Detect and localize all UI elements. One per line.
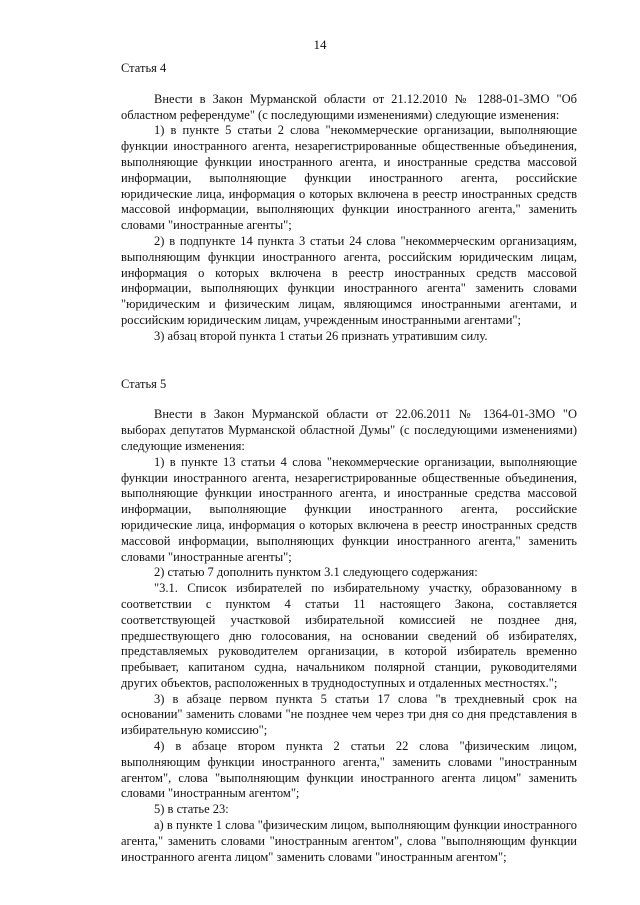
paragraph: Внести в Закон Мурманской области от 21.12.2010 № 1288-01-ЗМО "Об областном референдуме" (с последующими изменениями) следующие изменения: — [121, 91, 577, 122]
article-title: Статья 5 — [121, 376, 167, 391]
paragraph: 2) статью 7 дополнить пунктом 3.1 следующего содержания: — [154, 565, 478, 580]
paragraph: 1) в пункте 13 статьи 4 слова "некоммерческие организации, выполняющие функции иностранного агента, незарегистрированные общественные объединения, выполняющие функции иностранного агента, и иностранные средства массовой информации, выполняющие функции иностранного агента, российские юридические лица, информация о которых включена в реестр иностранных средств массовой информации, выполняющих функции иностранного агента," заменить словами "иностранные агенты"; — [121, 454, 577, 564]
article-5 — [121, 377, 577, 866]
paragraph: "3.1. Список избирателей по избирательному участку, образованному в соответствии с пунктом 4 статьи 11 настоящего Закона, составляется соответствующей участковой избирательной комиссией не позднее дня, предшествующего дню голосования, на основании сведений об избирателях, представляемых руководителем организации, в которой избиратель временно пребывает, капитаном судна, начальником полярной станции, руководителями других объектов, расположенных в труднодоступных и отдаленных местностях."; — [121, 581, 577, 690]
paragraph: Внести в Закон Мурманской области от 22.06.2011 № 1364-01-ЗМО "О выборах депутатов Мурманской областной Думы" (с последующими изменениями) следующие изменения: — [121, 407, 577, 453]
document-body — [121, 61, 577, 865]
paragraph: а) в пункте 1 слова "физическим лицом, выполняющим функции иностранного агента," заменить словами "иностранным агентом", слова "выполняющим функции иностранного агента лицом" заменить словами "иностранным агентом"; — [121, 818, 577, 864]
paragraph: 3) в абзаце первом пункта 5 статьи 17 слова "в трехдневный срок на основании" заменить словами "не позднее чем через три дня со дня представления в избирательную комиссию"; — [121, 691, 577, 738]
paragraph: 1) в пункте 5 статьи 2 слова "некоммерческие организации, выполняющие функции иностранного агента, незарегистрированные общественные объединения, выполняющие функции иностранного агента, и иностранные средства массовой информации, выполняющие функции иностранного агента, российские юридические лица, информация о которых включена в реестр иностранных средств массовой информации, выполняющих функции иностранного агента," заменить словами "иностранные агенты"; — [121, 123, 577, 233]
paragraph: 5) в статье 23: — [154, 802, 229, 817]
paragraph: 2) в подпункте 14 пункта 3 статьи 24 слова "некоммерческим организациям, выполняющим функции иностранного агента, российским юридическим лицам, информация о которых включена в реестр иностранных средств массовой информации, выполняющих функции иностранного агента" заменить словами "юридическим и физическим лицам, являющимся иностранными агентами, и российским юридическим лицам, учрежденным иностранными агентами"; — [121, 233, 577, 327]
article-4 — [121, 61, 577, 345]
article-spacer — [121, 345, 577, 377]
article-title: Статья 4 — [121, 61, 167, 75]
paragraph: 3) абзац второй пункта 1 статьи 26 признать утратившим силу. — [154, 328, 488, 343]
paragraph: 4) в абзаце втором пункта 2 статьи 22 слова "физическим лицом, выполняющим функции иностранного агента," заменить словами "иностранным агентом", слова "выполняющим функции иностранного агента лицом" заменить словами "иностранным агентом"; — [121, 739, 577, 801]
page-number: 14 — [313, 37, 327, 52]
